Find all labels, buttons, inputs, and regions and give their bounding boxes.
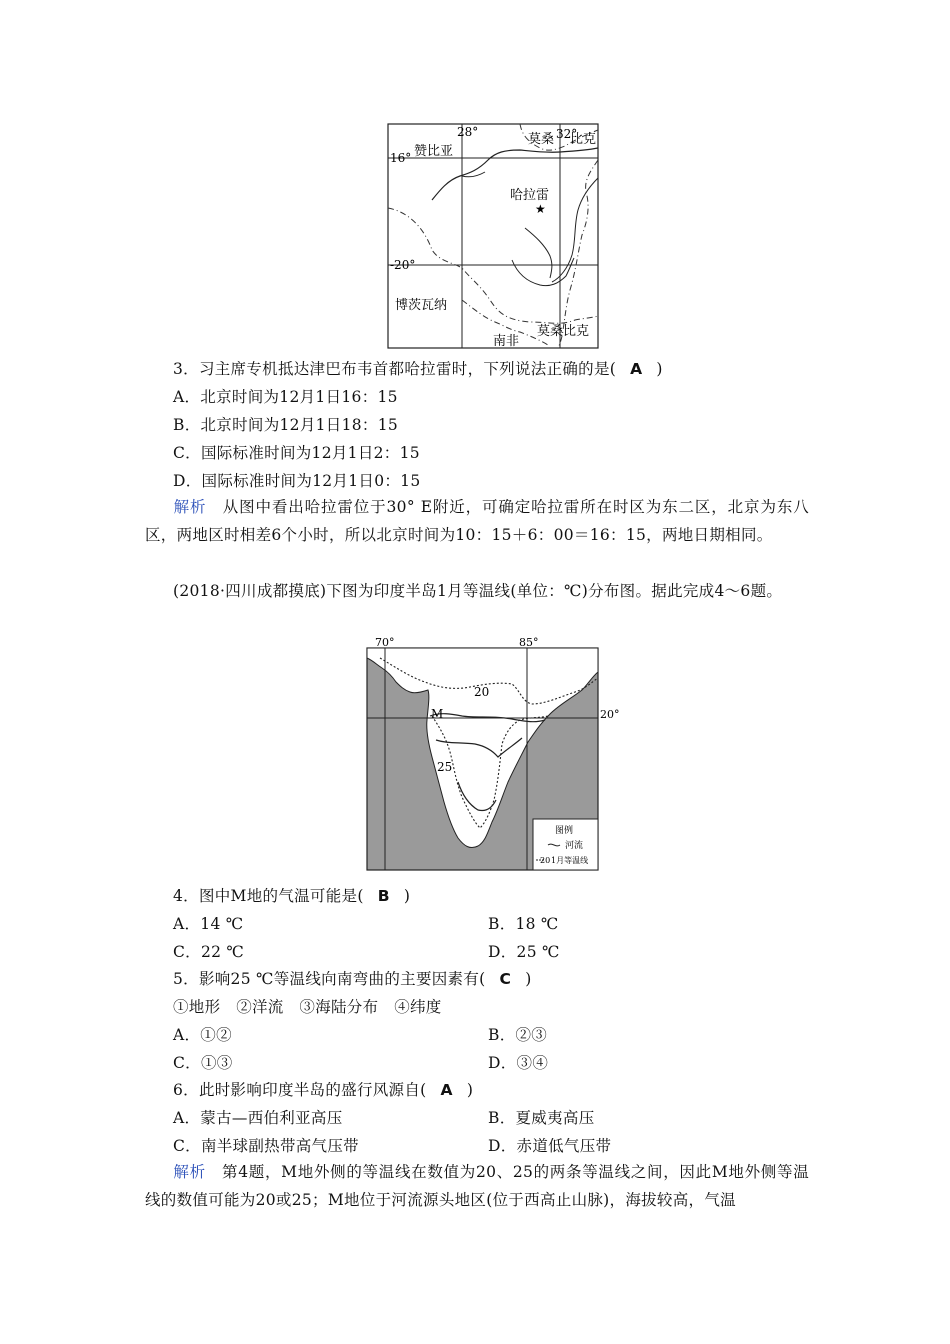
q6-answer: A <box>440 1081 453 1099</box>
q6-stem <box>173 1078 473 1100</box>
q3-stem <box>173 357 663 379</box>
q3-analysis-text: 从图中看出哈拉雷位于30° E附近，可确定哈拉雷所在时区为东二区，北京为东八区，两地区时相差6个小时，所以北京时间为10：15＋6：00＝16：15，两地日期相同。 <box>145 498 809 544</box>
q5-stem <box>173 967 532 989</box>
lat-20-label-map2: 20° <box>600 708 620 721</box>
q6-option-b: B．夏威夷高压 <box>488 1109 595 1127</box>
mozambique-top-label-2: 比克 <box>570 132 597 147</box>
legend-isotherm-number: 20 <box>540 856 551 865</box>
mozambique-top-label: 莫桑 <box>528 132 555 147</box>
q6-option-a: A．蒙古—西伯利亚高压 <box>173 1109 343 1127</box>
q5-option-c: C．①③ <box>173 1054 233 1072</box>
botswana-label: 博茨瓦纳 <box>395 298 448 313</box>
q6-option-c: C．南半球副热带高气压带 <box>173 1137 359 1155</box>
q5-stem-text: 5．影响25 ℃等温线向南弯曲的主要因素有( <box>173 970 486 988</box>
q5-close: ) <box>525 970 532 988</box>
q4-option-b: B．18 ℃ <box>488 915 559 933</box>
q3-analysis <box>145 493 809 549</box>
zambia-label: 赞比亚 <box>414 144 454 159</box>
q6-option-d: D．赤道低气压带 <box>488 1137 612 1155</box>
lat-16-label: 16° <box>390 151 412 165</box>
lon-28-label: 28° <box>457 125 479 139</box>
lat-20-label: -20° <box>390 258 416 272</box>
q4-option-a: A．14 ℃ <box>173 915 244 933</box>
q5-option-a: A．①② <box>173 1026 232 1044</box>
map-india-isotherms <box>0 632 950 872</box>
analysis-4-6-label: 解析 <box>173 1163 206 1181</box>
q3-option-d: D．国际标准时间为12月1日0：15 <box>173 472 421 490</box>
map-zimbabwe <box>0 0 950 360</box>
q5-factors: ①地形 ②洋流 ③海陆分布 ④纬度 <box>173 998 442 1016</box>
lon-85-label: 85° <box>519 636 539 649</box>
q5-option-d: D．③④ <box>488 1054 549 1072</box>
mozambique-bottom-label: 莫桑比克 <box>537 324 590 339</box>
q6-close: ) <box>466 1081 474 1099</box>
q3-option-a: A．北京时间为12月1日16：15 <box>173 388 398 406</box>
q4-stem <box>173 884 410 906</box>
q4-stem-text: 4．图中M地的气温可能是( <box>173 887 364 905</box>
intro-text <box>145 577 809 605</box>
q5-answer: C <box>499 970 512 988</box>
q4-answer: B <box>377 887 390 905</box>
legend-title: 图例 <box>555 826 574 836</box>
q3-analysis-label: 解析 <box>173 498 207 516</box>
isotherm-25-label: 25 <box>437 760 453 774</box>
lon-70-label: 70° <box>375 636 395 649</box>
q3-option-b: B．北京时间为12月1日18：15 <box>173 416 399 434</box>
m-point-label: M <box>431 707 444 721</box>
lon-32-label: 32° <box>556 127 578 141</box>
analysis-4-6-text: 第4题，M地外侧的等温线在数值为20、25的两条等温线之间，因此M地外侧等温线的数值可能为20或25；M地位于河流源头地区(位于西高止山脉)，海拔较高，气温 <box>145 1163 809 1209</box>
q4-option-d: D．25 ℃ <box>488 943 560 961</box>
q4-close: ) <box>403 887 411 905</box>
legend-river-label: 河流 <box>565 841 584 851</box>
q3-answer: A <box>630 360 643 378</box>
q4-option-c: C．22 ℃ <box>173 943 245 961</box>
capital-star-icon: ★ <box>535 202 546 216</box>
south-africa-label: 南非 <box>493 334 520 349</box>
q3-stem-text: 3．习主席专机抵达津巴布韦首都哈拉雷时，下列说法正确的是( <box>173 360 617 378</box>
isotherm-20-label: 20 <box>474 685 490 699</box>
q5-option-b: B．②③ <box>488 1026 548 1044</box>
intro-text-content: (2018·四川成都摸底)下图为印度半岛1月等温线(单位：℃)分布图。据此完成4～6题。 <box>173 582 783 600</box>
analysis-4-6 <box>145 1158 809 1214</box>
q3-option-c: C．国际标准时间为12月1日2：15 <box>173 444 420 462</box>
q3-close: ) <box>656 360 663 378</box>
harare-label: 哈拉雷 <box>510 188 550 203</box>
q6-stem-text: 6．此时影响印度半岛的盛行风源自( <box>173 1081 427 1099</box>
legend-isotherm-label: 1月等温线 <box>551 856 589 865</box>
